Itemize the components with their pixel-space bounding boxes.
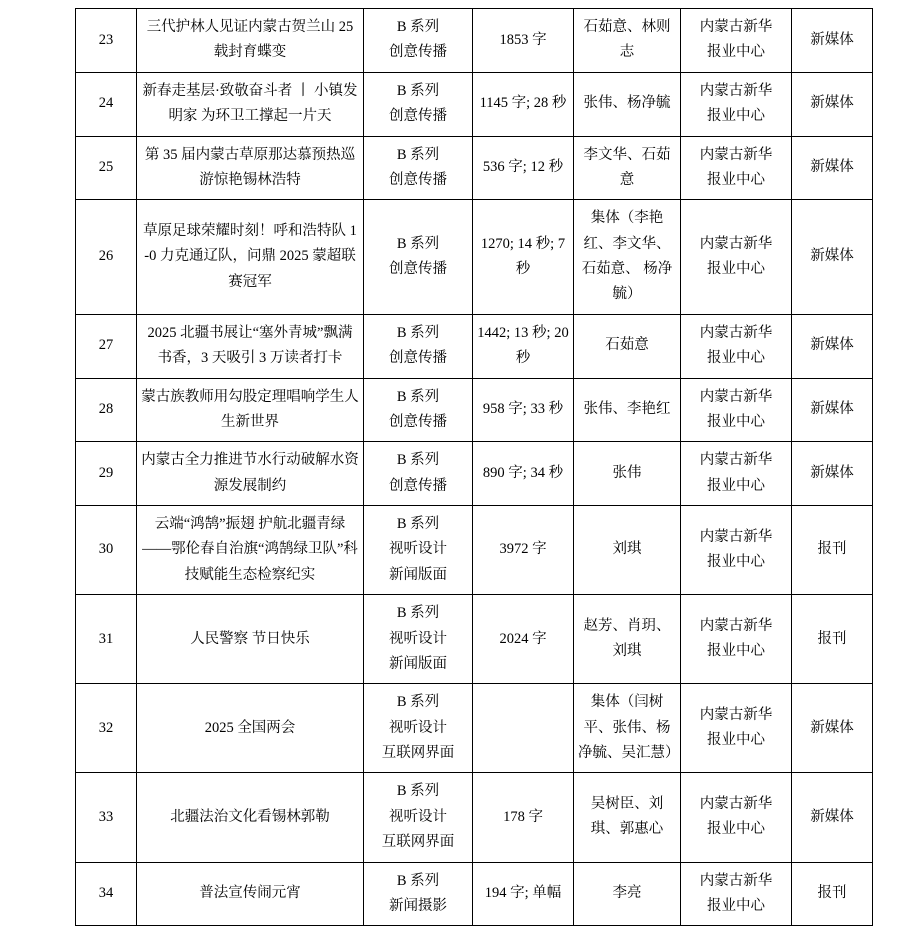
row-org (681, 72, 792, 136)
works-table (75, 8, 873, 926)
row-length: 890 字; 34 秒 (473, 442, 574, 506)
org-line: 内蒙古新华 (699, 19, 773, 35)
table-row (76, 773, 873, 862)
row-org (681, 862, 792, 926)
row-org (681, 136, 792, 200)
table-row (76, 442, 873, 506)
category-line: B 系列 (396, 235, 440, 252)
row-index: 26 (76, 200, 137, 315)
row-author: 集体（李艳红、李文华、石茹意、 杨净毓） (574, 200, 681, 315)
row-length: 1442; 13 秒; 20 秒 (473, 314, 574, 378)
row-title: 草原足球荣耀时刻！呼和浩特队 1-0 力克通辽队，问鼎 2025 蒙超联赛冠军 (137, 200, 364, 315)
org-line: 报业中心 (707, 171, 765, 188)
row-title: 三代护林人见证内蒙古贺兰山 25 载封育蝶变 (137, 9, 364, 73)
org-line: 报业中心 (707, 897, 765, 914)
category-line: 视听设计 (389, 719, 447, 736)
table-row (76, 378, 873, 442)
row-index: 33 (76, 773, 137, 862)
org-line: 内蒙古新华 (699, 146, 773, 163)
row-media: 新媒体 (792, 684, 873, 773)
table-row (76, 9, 873, 73)
category-line: B 系列 (396, 872, 440, 889)
category-line: 新闻版面 (389, 655, 447, 672)
org-line: 报业中心 (707, 261, 765, 277)
row-length: 1853 字 (473, 9, 574, 73)
row-media: 新媒体 (792, 773, 873, 862)
org-line: 报业中心 (707, 413, 765, 430)
row-length: 3972 字 (473, 506, 574, 595)
org-line: 内蒙古新华 (699, 82, 773, 99)
row-media: 新媒体 (792, 314, 873, 378)
row-category (364, 684, 473, 773)
table-row (76, 862, 873, 926)
row-media: 新媒体 (792, 72, 873, 136)
category-line: 创意传播 (389, 477, 447, 494)
row-index: 29 (76, 442, 137, 506)
row-media: 新媒体 (792, 378, 873, 442)
row-index: 28 (76, 378, 137, 442)
row-length: 536 字; 12 秒 (473, 136, 574, 200)
row-author: 石茹意、林则志 (574, 9, 681, 73)
row-index: 24 (76, 72, 137, 136)
row-title: 2025 北疆书展让“塞外青城”飘满书香，3 天吸引 3 万读者打卡 (137, 314, 364, 378)
category-line: 互联网界面 (381, 834, 455, 851)
row-index: 30 (76, 506, 137, 595)
row-title: 2025 全国两会 (137, 684, 364, 773)
category-line: B 系列 (396, 82, 440, 99)
category-line: B 系列 (396, 388, 440, 405)
row-author: 李文华、石茹意 (574, 136, 681, 200)
row-title: 北疆法治文化看锡林郭勒 (137, 773, 364, 862)
row-index: 27 (76, 314, 137, 378)
org-line: 内蒙古新华 (699, 796, 773, 813)
row-index: 25 (76, 136, 137, 200)
row-media: 新媒体 (792, 136, 873, 200)
table-row (76, 200, 873, 315)
row-index: 32 (76, 684, 137, 773)
row-org (681, 684, 792, 773)
org-line: 报业中心 (707, 554, 765, 571)
table-row (76, 684, 873, 773)
category-line: 创意传播 (389, 44, 447, 61)
category-line: B 系列 (396, 783, 440, 800)
row-category (364, 9, 473, 73)
row-author: 吴树臣、刘琪、郭惠心 (574, 773, 681, 862)
row-title: 内蒙古全力推进节水行动破解水资源发展制约 (137, 442, 364, 506)
category-line: B 系列 (396, 19, 440, 35)
org-line: 内蒙古新华 (699, 706, 773, 723)
row-org (681, 773, 792, 862)
row-author: 赵芳、肖玥、刘琪 (574, 595, 681, 684)
row-media: 报刊 (792, 595, 873, 684)
category-line: B 系列 (396, 605, 440, 622)
row-title: 第 35 届内蒙古草原那达慕预热巡游惊艳锡林浩特 (137, 136, 364, 200)
row-media: 新媒体 (792, 442, 873, 506)
row-category (364, 506, 473, 595)
category-line: 视听设计 (389, 808, 447, 825)
table-row (76, 314, 873, 378)
org-line: 报业中心 (707, 350, 765, 367)
category-line: 视听设计 (389, 630, 447, 647)
org-line: 报业中心 (707, 477, 765, 494)
org-line: 内蒙古新华 (699, 324, 773, 341)
category-line: 新闻摄影 (389, 897, 447, 914)
org-line: 报业中心 (707, 643, 765, 660)
category-line: 互联网界面 (381, 745, 455, 761)
category-line: B 系列 (396, 452, 440, 469)
table-row (76, 595, 873, 684)
org-line: 内蒙古新华 (699, 235, 773, 252)
org-line: 内蒙古新华 (699, 452, 773, 469)
category-line: 视听设计 (389, 541, 447, 558)
row-org (681, 378, 792, 442)
row-media: 新媒体 (792, 9, 873, 73)
category-line: 创意传播 (389, 413, 447, 430)
row-length: 178 字 (473, 773, 574, 862)
category-line: 新闻版面 (389, 566, 447, 583)
row-author: 集体（闫树平、张伟、杨净毓、吴汇慧） (574, 684, 681, 773)
row-length: 1270; 14 秒; 7 秒 (473, 200, 574, 315)
row-org (681, 9, 792, 73)
row-org (681, 200, 792, 315)
category-line: B 系列 (396, 516, 440, 532)
row-category (364, 72, 473, 136)
category-line: 创意传播 (389, 171, 447, 188)
table-row (76, 136, 873, 200)
row-category (364, 314, 473, 378)
row-category (364, 862, 473, 926)
org-line: 报业中心 (707, 44, 765, 61)
table-body (76, 9, 873, 926)
row-length: 1145 字; 28 秒 (473, 72, 574, 136)
org-line: 内蒙古新华 (699, 617, 773, 634)
org-line: 报业中心 (707, 108, 765, 125)
row-index: 34 (76, 862, 137, 926)
row-category (364, 442, 473, 506)
category-line: B 系列 (396, 694, 440, 711)
category-line: B 系列 (396, 324, 440, 341)
row-length: 958 字; 33 秒 (473, 378, 574, 442)
category-line: 创意传播 (389, 108, 447, 125)
table-row (76, 506, 873, 595)
org-line: 内蒙古新华 (699, 528, 773, 545)
org-line: 内蒙古新华 (699, 388, 773, 405)
row-title: 云端“鸿鹄”振翅 护航北疆青绿 ——鄂伦春自治旗“鸿鹄绿卫队”科技赋能生态检察纪实 (137, 506, 364, 595)
row-category (364, 773, 473, 862)
row-author: 石茹意 (574, 314, 681, 378)
row-author: 张伟、杨净毓 (574, 72, 681, 136)
row-org (681, 595, 792, 684)
row-title: 人民警察 节日快乐 (137, 595, 364, 684)
org-line: 内蒙古新华 (699, 872, 773, 889)
category-line: B 系列 (396, 146, 440, 163)
row-author: 刘琪 (574, 506, 681, 595)
row-org (681, 506, 792, 595)
row-length: 2024 字 (473, 595, 574, 684)
category-line: 创意传播 (389, 350, 447, 367)
row-author: 张伟、李艳红 (574, 378, 681, 442)
row-category (364, 200, 473, 315)
org-line: 报业中心 (707, 732, 765, 749)
row-category (364, 595, 473, 684)
row-author: 李亮 (574, 862, 681, 926)
row-author: 张伟 (574, 442, 681, 506)
row-category (364, 136, 473, 200)
row-length: 194 字; 单幅 (473, 862, 574, 926)
category-line: 创意传播 (389, 261, 447, 277)
row-category (364, 378, 473, 442)
row-index: 31 (76, 595, 137, 684)
table-row (76, 72, 873, 136)
row-length (473, 684, 574, 773)
row-title: 普法宣传闹元宵 (137, 862, 364, 926)
row-index: 23 (76, 9, 137, 73)
row-title: 蒙古族教师用勾股定理唱响学生人生新世界 (137, 378, 364, 442)
row-media: 报刊 (792, 506, 873, 595)
org-line: 报业中心 (707, 821, 765, 838)
row-title: 新春走基层·致敬奋斗者 丨 小镇发明家 为环卫工撑起一片天 (137, 72, 364, 136)
row-org (681, 442, 792, 506)
row-media: 新媒体 (792, 200, 873, 315)
row-media: 报刊 (792, 862, 873, 926)
row-org (681, 314, 792, 378)
